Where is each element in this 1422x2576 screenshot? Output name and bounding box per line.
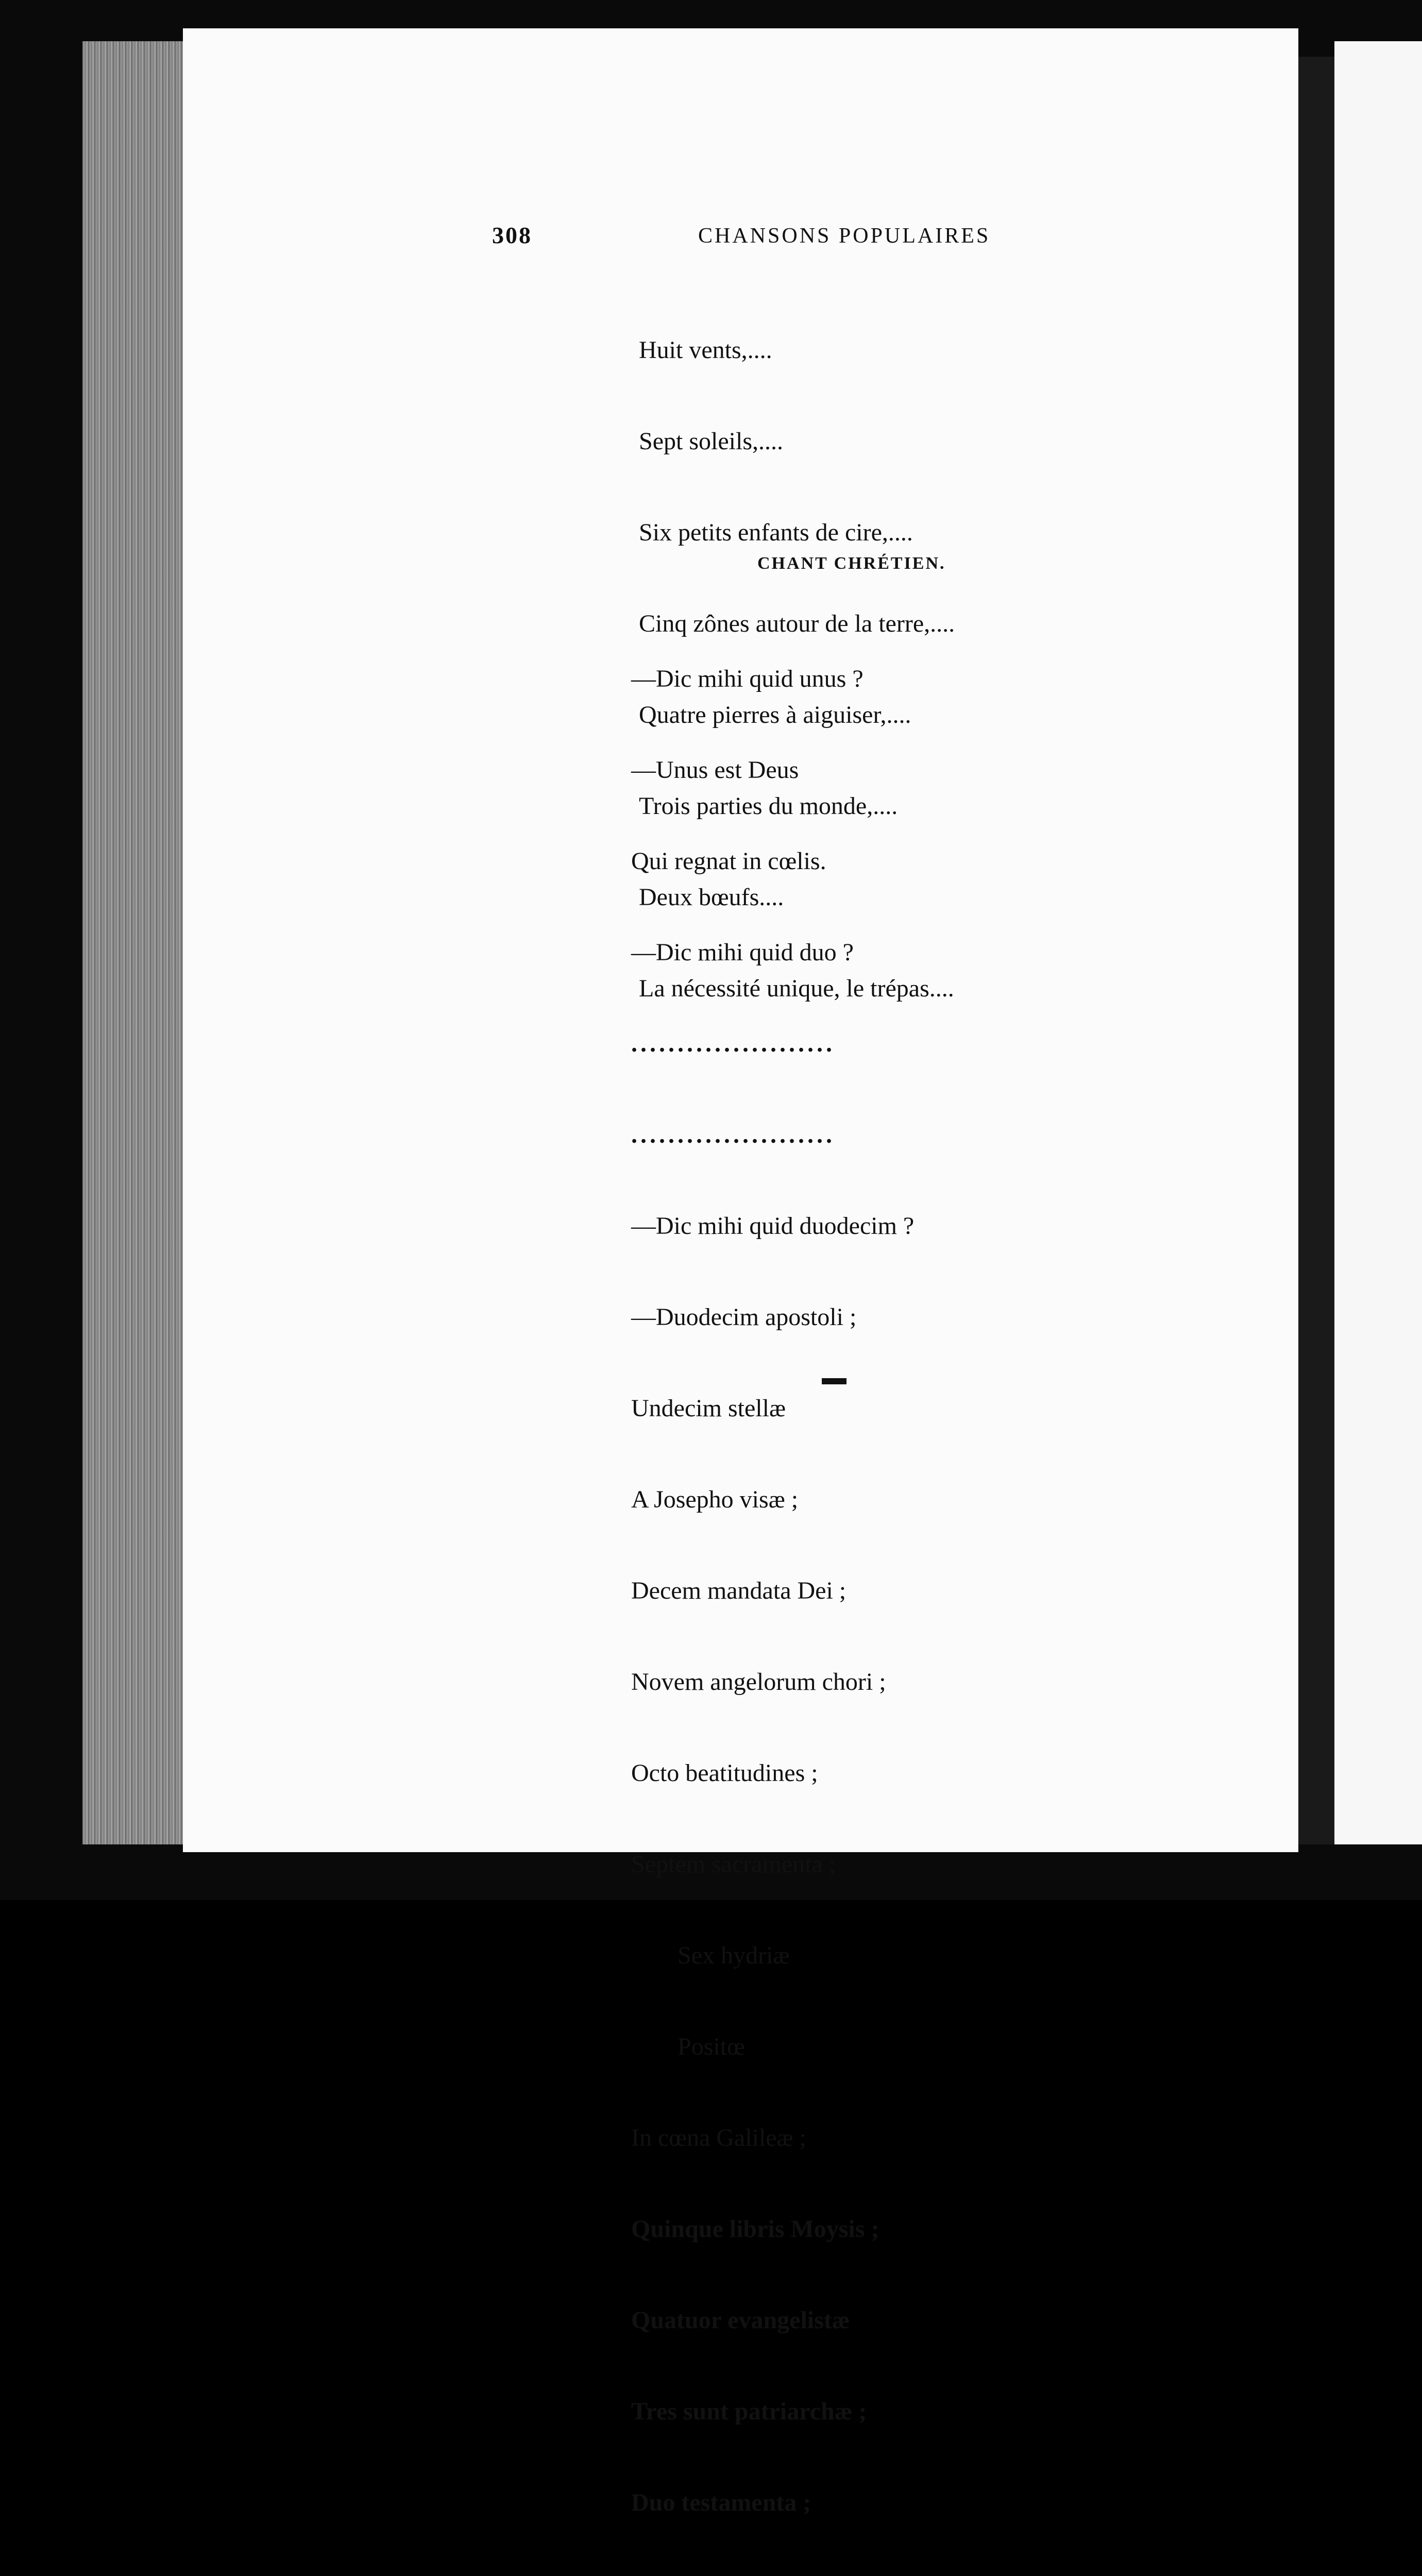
verse-line: Quatre pierres à aiguiser,.... (639, 701, 911, 728)
verse-line: Positœ (678, 2033, 745, 2060)
verse-line: —Unus est Deus (631, 756, 799, 784)
verse-line: Octo beatitudines ; (631, 1759, 818, 1787)
verse-line: Novem angelorum chori ; (631, 1668, 886, 1696)
verse-line: Quatuor evangelistæ (631, 2307, 850, 2334)
verse-line: La nécessité unique, le trépas.... (639, 975, 954, 1002)
ellipsis-line: ...................... (631, 1121, 835, 1148)
verse-line: —Dic mihi quid duodecim ? (631, 1212, 915, 1240)
verse-line: —Dic mihi quid duo ? (631, 939, 854, 966)
verse-line: Six petits enfants de cire,.... (639, 519, 913, 546)
verse-line: Qui regnat in cœlis. (631, 848, 826, 875)
ellipsis-line: ...................... (631, 1030, 835, 1057)
page-number: 308 (492, 222, 532, 248)
verse-line: Tres sunt patriarchæ ; (631, 2398, 867, 2425)
book-page-edges (82, 41, 185, 1844)
page-header (492, 222, 1007, 258)
running-title: CHANSONS POPULAIRES (698, 224, 991, 248)
end-of-section-mark (822, 1378, 847, 1384)
verse-line: Deux bœufs.... (639, 884, 784, 911)
verse-line: Duo testamenta ; (631, 2489, 811, 2516)
verse-line: Sept soleils,.... (639, 428, 784, 455)
verse-line: Sex hydriæ (678, 1942, 790, 1969)
verse-block-b (631, 603, 914, 2576)
verse-line: Decem mandata Dei ; (631, 1577, 847, 1604)
verse-line: Quinque libris Moysis ; (631, 2215, 879, 2243)
verse-line: In cœna Galileæ ; (631, 2124, 806, 2151)
section-title: CHANT CHRÉTIEN. (757, 554, 946, 573)
verse-line: —Dic mihi quid unus ? (631, 665, 864, 692)
verse-line: Undecim stellæ (631, 1395, 786, 1422)
verse-line: A Josepho visæ ; (631, 1486, 799, 1513)
verse-line: Huit vents,.... (639, 336, 772, 364)
book-gutter (1298, 57, 1334, 1844)
verse-line: Cinq zônes autour de la terre,.... (639, 610, 955, 637)
verse-line: Septem sacramenta ; (631, 1851, 836, 1878)
verse-line: Trois parties du monde,.... (639, 792, 898, 820)
verse-line: —Duodecim apostoli ; (631, 1303, 857, 1331)
adjacent-page (1334, 41, 1422, 1844)
